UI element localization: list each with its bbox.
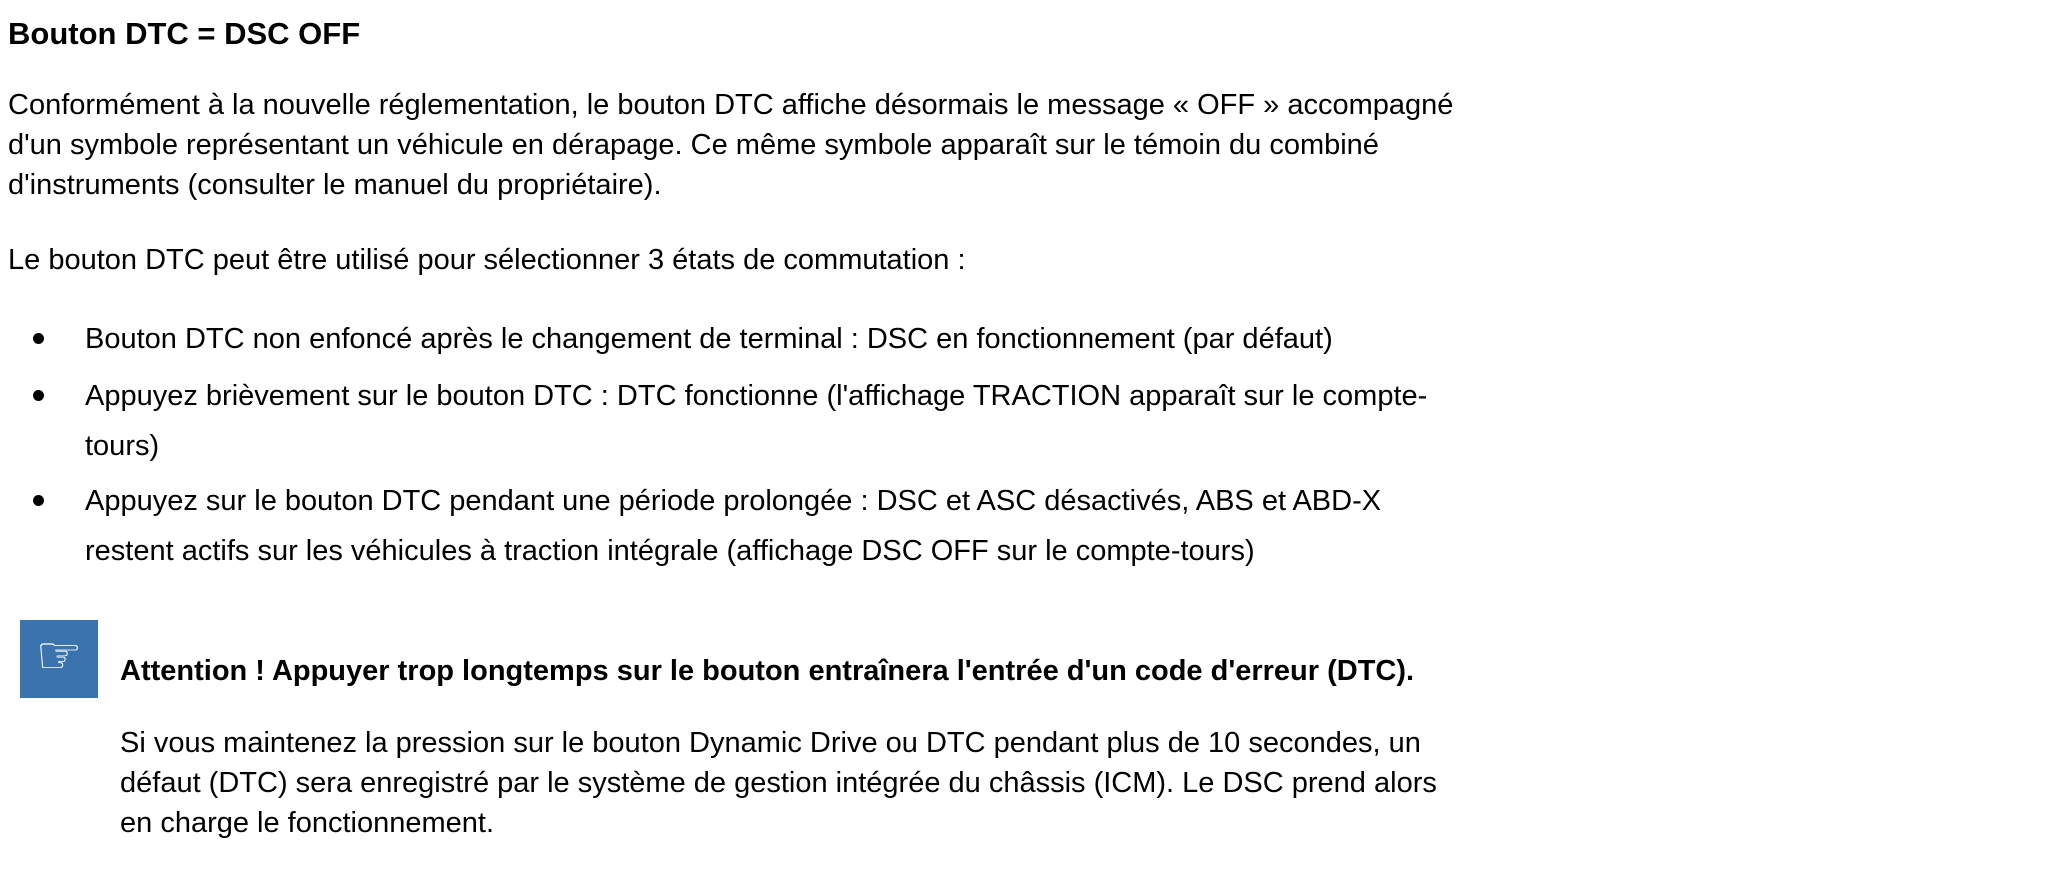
- note-body: [120, 723, 1437, 843]
- note-line: défaut (DTC) sera enregistré par le système de gestion intégrée du châssis (ICM). Le DSC prend alors: [120, 767, 1437, 799]
- list-item: [0, 476, 2048, 576]
- paragraph-line: d'un symbole représentant un véhicule en dérapage. Ce même symbole apparaît sur le témoin du combiné: [8, 129, 1379, 161]
- list-item-text: Bouton DTC non enfoncé après le changement de terminal : DSC en fonctionnement (par défaut): [85, 323, 1333, 355]
- note-line: en charge le fonctionnement.: [120, 807, 495, 839]
- bullet-icon: [33, 495, 44, 506]
- bullet-icon: [33, 333, 44, 344]
- page-title: Bouton DTC = DSC OFF: [8, 16, 361, 51]
- note-line: Si vous maintenez la pression sur le bouton Dynamic Drive ou DTC pendant plus de 10 secondes, un: [120, 727, 1421, 759]
- paragraph-line: Conformément à la nouvelle réglementation, le bouton DTC affiche désormais le message « OFF » accompagné: [8, 89, 1454, 121]
- paragraph-line: d'instruments (consulter le manuel du propriétaire).: [8, 169, 662, 201]
- bullet-icon: [33, 390, 44, 401]
- intro-paragraph: [8, 85, 1453, 205]
- list-item: [0, 314, 2048, 364]
- list-item-text: tours): [85, 430, 160, 462]
- note-heading: Attention ! Appuyer trop longtemps sur le bouton entraînera l'entrée d'un code d'erreur (DTC).: [120, 655, 1415, 687]
- list-item-text: Appuyez sur le bouton DTC pendant une période prolongée : DSC et ASC désactivés, ABS et ABD-X: [85, 485, 1382, 517]
- states-intro-paragraph: Le bouton DTC peut être utilisé pour sélectionner 3 états de commutation :: [8, 244, 966, 276]
- pointing-hand-glyph: ☞: [35, 626, 83, 686]
- list-item-text: restent actifs sur les véhicules à traction intégrale (affichage DSC OFF sur le compte-tours): [85, 535, 1255, 567]
- list-item-text: Appuyez brièvement sur le bouton DTC : DTC fonctionne (l'affichage TRACTION apparaît sur le compte-: [85, 380, 1428, 412]
- list-item: [0, 371, 2048, 471]
- pointing-hand-icon: [20, 620, 98, 698]
